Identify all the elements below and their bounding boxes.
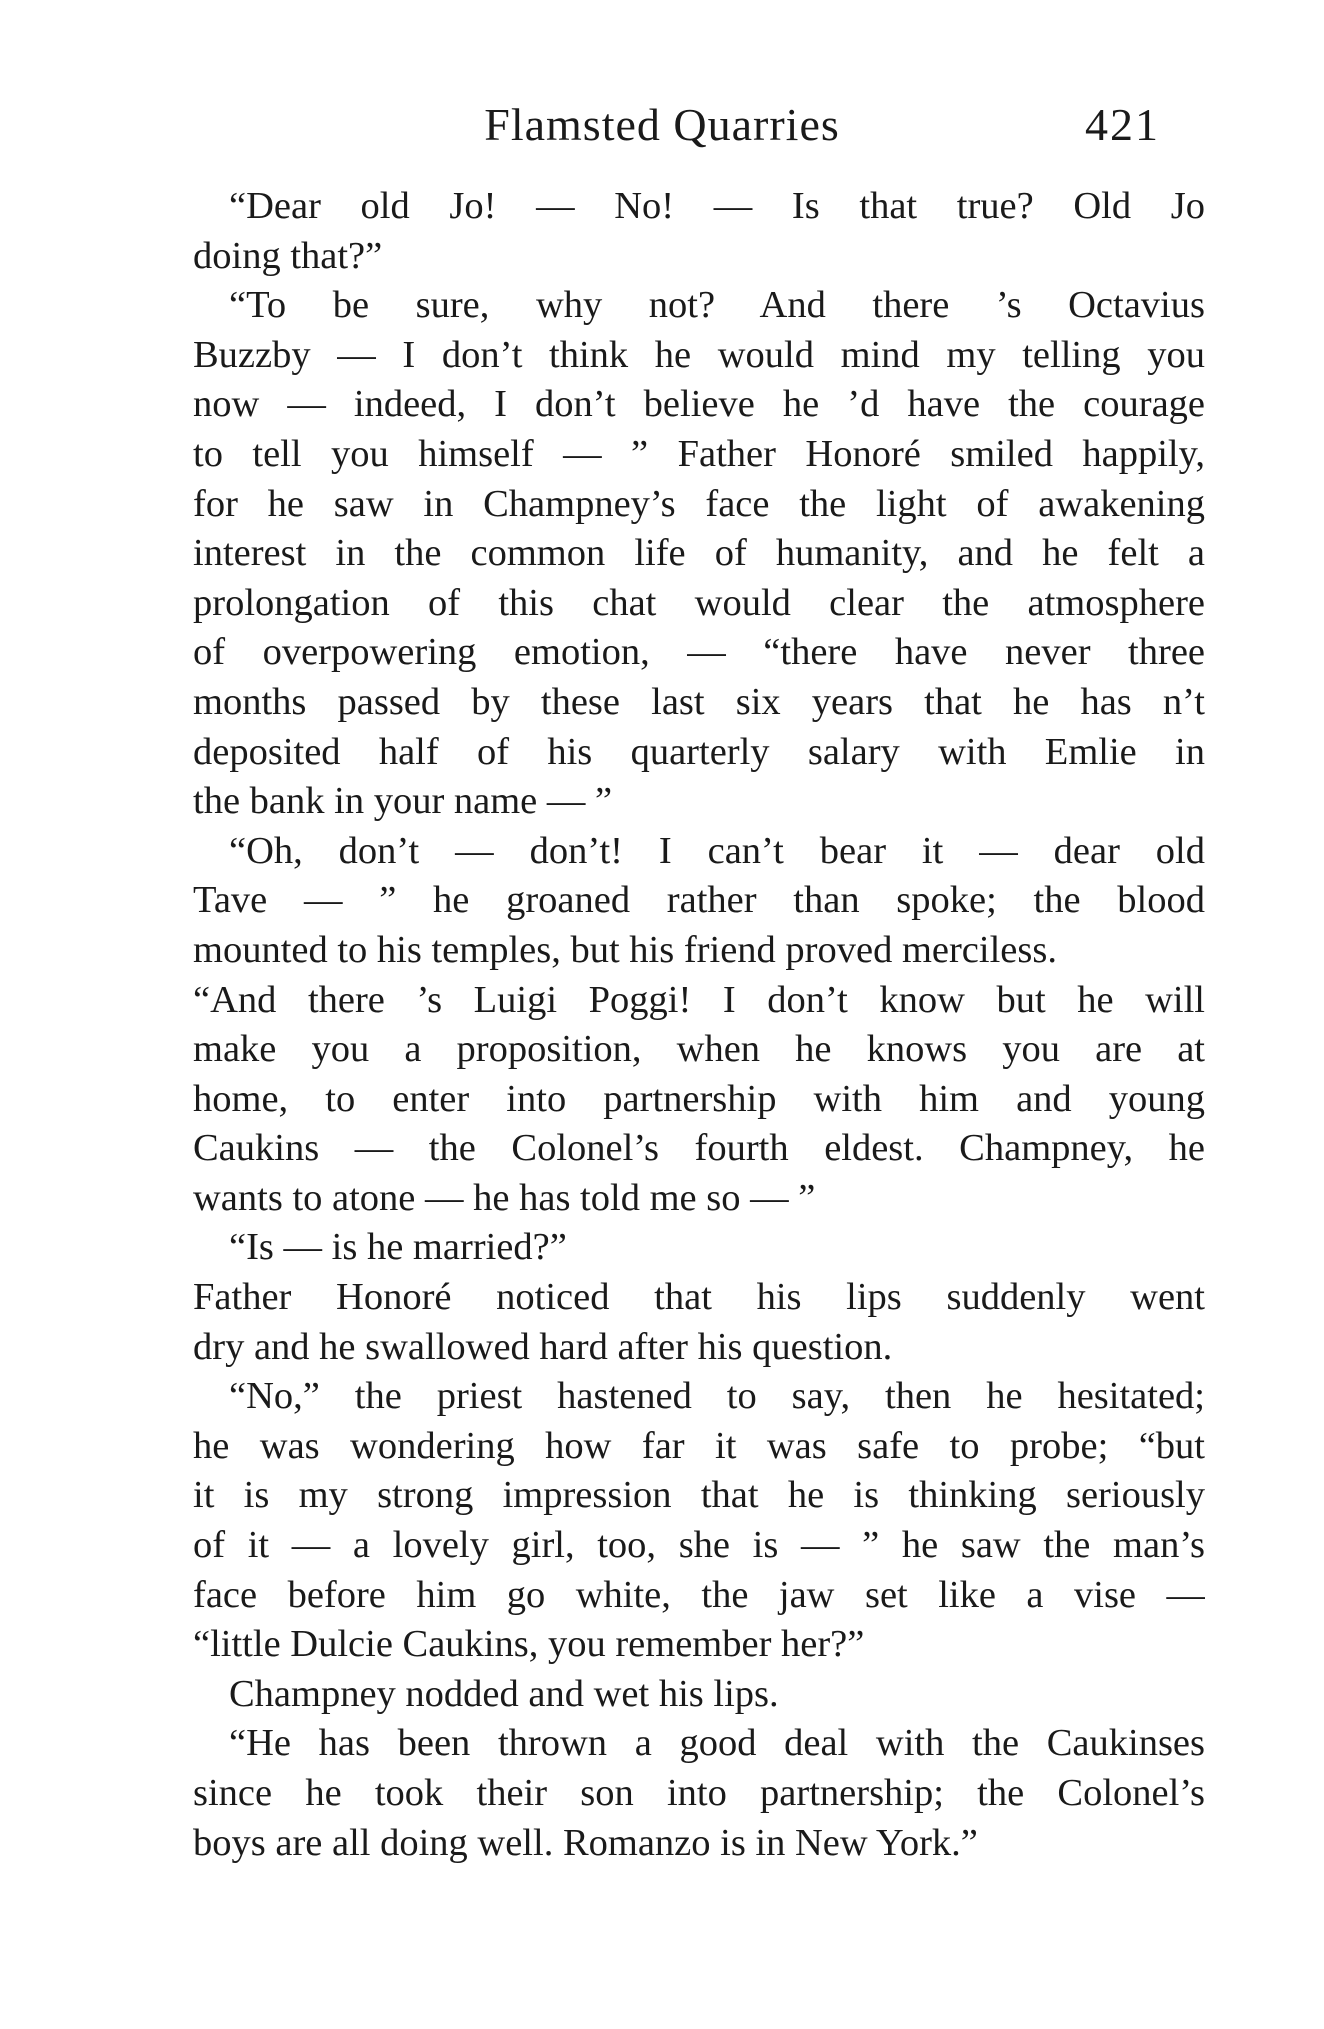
- text-line: Caukins — the Colonel’s fourth eldest. Champney, he: [193, 1127, 1205, 1170]
- text-line: of it — a lovely girl, too, she is — ” he saw the man’s: [193, 1524, 1205, 1567]
- text-line: Father Honoré noticed that his lips suddenly went: [193, 1276, 1205, 1319]
- running-title: Flamsted Quarries: [484, 99, 840, 150]
- text-line: “To be sure, why not? And there ’s Octavius: [229, 284, 1205, 327]
- text-line: Champney nodded and wet his lips.: [229, 1672, 779, 1715]
- text-line: make you a proposition, when he knows you are at: [193, 1028, 1205, 1071]
- text-line: prolongation of this chat would clear the atmosphere: [193, 581, 1205, 624]
- text-line: to tell you himself — ” Father Honoré smiled happily,: [193, 432, 1205, 475]
- text-line: “little Dulcie Caukins, you remember her?”: [193, 1623, 865, 1666]
- text-line: since he took their son into partnership; the Colonel’s: [193, 1772, 1205, 1814]
- text-line: face before him go white, the jaw set like a vise —: [193, 1573, 1205, 1616]
- text-line: for he saw in Champney’s face the light of awakening: [193, 482, 1205, 525]
- text-line: “Dear old Jo! — No! — Is that true? Old Jo: [229, 185, 1205, 227]
- text-line: wants to atone — he has told me so — ”: [193, 1176, 816, 1219]
- text-line: Buzzby — I don’t think he would mind my telling you: [193, 333, 1205, 376]
- text-line: “No,” the priest hastened to say, then he hesitated;: [229, 1375, 1205, 1418]
- text-line: now — indeed, I don’t believe he ’d have the courage: [193, 383, 1205, 426]
- text-line: “Oh, don’t — don’t! I can’t bear it — dear old: [229, 829, 1205, 872]
- text-line: dry and he swallowed hard after his question.: [193, 1325, 893, 1368]
- text-line: the bank in your name — ”: [193, 780, 613, 823]
- body-text: [193, 182, 1205, 1868]
- running-head: [0, 95, 1324, 155]
- text-line: boys are all doing well. Romanzo is in New York.”: [193, 1821, 978, 1864]
- text-line: months passed by these last six years that he has n’t: [193, 680, 1205, 723]
- text-line: “Is — is he married?”: [229, 1226, 567, 1269]
- text-line: interest in the common life of humanity, and he felt a: [193, 532, 1205, 575]
- text-line: of overpowering emotion, — “there have never three: [193, 631, 1205, 674]
- text-line: “And there ’s Luigi Poggi! I don’t know but he will: [193, 978, 1205, 1021]
- text-line: Tave — ” he groaned rather than spoke; the blood: [193, 879, 1205, 922]
- text-line: mounted to his temples, but his friend proved merciless.: [193, 928, 1057, 971]
- text-line: it is my strong impression that he is thinking seriously: [193, 1474, 1205, 1517]
- text-line: deposited half of his quarterly salary with Emlie in: [193, 730, 1205, 773]
- text-line: he was wondering how far it was safe to probe; “but: [193, 1424, 1205, 1467]
- page-number: 421: [1085, 99, 1160, 150]
- text-line: “He has been thrown a good deal with the Caukinses: [229, 1722, 1205, 1765]
- text-line: home, to enter into partnership with him and young: [193, 1077, 1205, 1120]
- text-line: doing that?”: [193, 234, 383, 277]
